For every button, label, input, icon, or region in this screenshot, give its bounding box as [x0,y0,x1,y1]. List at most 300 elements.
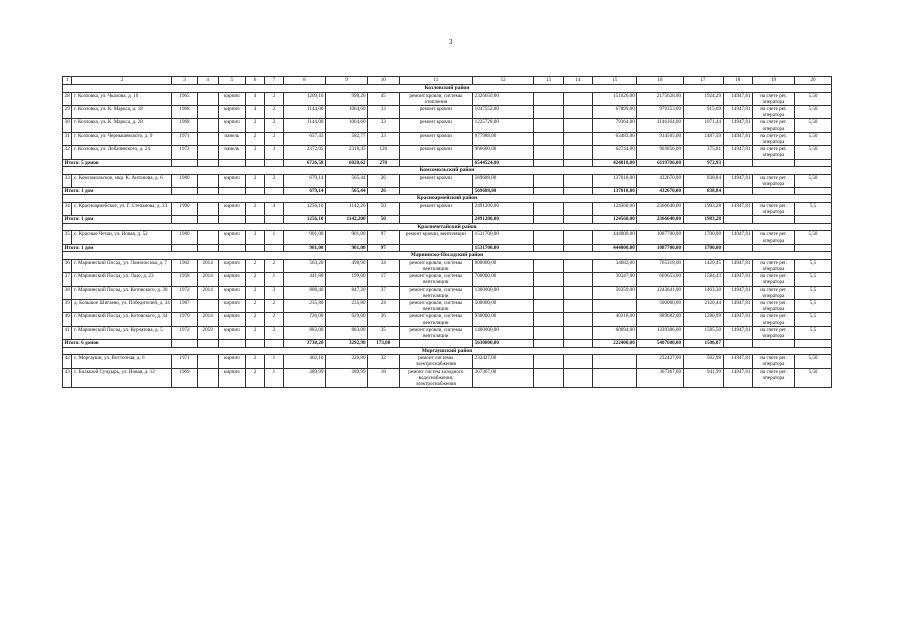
cell-floors: 3 [246,231,265,244]
total-empty-cell [264,159,283,167]
cell-v1 [534,174,563,187]
cell-year: 1968 [172,105,197,118]
cell-limit: 14947,81 [723,132,752,145]
total-area-total: 6726,58 [283,159,325,167]
district-header [63,167,832,175]
table-row [63,202,832,215]
total-empty-cell [197,216,218,224]
cell-unit: 1487,59 [683,132,723,145]
cell-area-total: 726,00 [283,313,325,326]
cell-year2: 2014 [197,273,218,286]
cell-period: 5,5 [795,313,832,326]
cell-area-total: 563,20 [283,259,325,272]
cell-v1 [534,299,563,312]
total-empty-cell [399,340,473,348]
district-name: Мариинско-Посадский район [63,252,832,260]
cell-area-total: 2372,05 [283,146,325,159]
cell-residents: 26 [368,313,400,326]
district-name: Козловский район [63,85,832,93]
cell-works: ремонт кровли, системы вентиляции [399,313,473,326]
total-fund: 124560,00 [593,216,637,224]
cell-cost: 569688,00 [473,174,534,187]
cell-material: панель [218,132,245,145]
cell-material: кирпич [218,355,245,368]
cell-limit: 14947,81 [723,174,752,187]
cell-entrances: 2 [264,326,283,339]
total-area-total: 3738,20 [283,340,325,348]
cell-floors: 2 [246,132,265,145]
total-area-total: 901,00 [283,244,325,252]
cell-year2: 2014 [197,313,218,326]
cell-v2 [563,286,592,299]
cell-year: 1971 [172,132,197,145]
cell-address: г. Козловка, ул. К. Маркса, д. 18 [72,105,172,118]
total-empty-cell [563,244,592,252]
cell-limit: 14947,81 [723,202,752,215]
cell-v2 [563,202,592,215]
cell-address: д. Большое Шигаево, ул. Победителей, д. 34 [72,299,172,312]
total-empty-cell [399,216,473,224]
column-number: 7 [264,77,283,85]
cell-limit: 14047,81 [723,231,752,244]
total-cost: 6544524,00 [473,159,534,167]
total-empty-cell [246,159,265,167]
cell-period: 5,50 [795,119,832,132]
cell-v1 [534,273,563,286]
total-empty-cell [246,216,265,224]
total-empty-cell [534,340,563,348]
cell-area-living: 998,20 [325,92,367,105]
cell-works: ремонт кровли [399,132,473,145]
cell-address: с. Красноармейское, ул. Г. Степанова, д. 23 [72,202,172,215]
total-empty-cell [795,159,832,167]
cell-area-total: 888,40 [283,286,325,299]
cell-num: 38 [63,286,72,299]
cell-residents: 45 [368,92,400,105]
cell-area-living: 582,77 [325,132,367,145]
district-name: Моргаушский район [63,347,832,355]
total-empty-cell [399,187,473,195]
total-unit: 1506,07 [683,340,723,348]
cell-residents: 34 [368,259,400,272]
cell-fund: 34682,00 [593,259,637,272]
cell-entrances: 2 [264,313,283,326]
cell-area-living: 883,00 [325,326,367,339]
cell-v1 [534,313,563,326]
cell-cost-fund: 1243641,00 [637,286,683,299]
total-residents: 97 [368,244,400,252]
cell-cost: 232427,00 [473,355,534,368]
total-label: Итого: 5 домов [63,159,172,167]
cell-area-total: 441,80 [283,273,325,286]
cell-works: ремонт кровли, системы вентиляции [399,273,473,286]
cell-area-living: 235,80 [325,299,367,312]
cell-limit: 14947,81 [723,286,752,299]
cell-residents: 33 [368,132,400,145]
total-label: Итого: 6 домов [63,340,172,348]
cell-works: ремонт кровли [399,146,473,159]
cell-unit: 502,98 [683,355,723,368]
table-row [63,105,832,118]
total-cost-fund: 6119706,00 [637,159,683,167]
total-empty-cell [264,244,283,252]
cell-material: кирпич [218,273,245,286]
cell-area-total: 1144,00 [283,119,325,132]
cell-limit: 14947,81 [723,92,752,105]
total-empty-cell [563,159,592,167]
cell-v2 [563,119,592,132]
cell-cost: 1225728,00 [473,119,534,132]
total-empty-cell [752,159,794,167]
cell-residents: 126 [368,146,400,159]
cell-fund: 62744,00 [593,146,637,159]
total-empty-cell [218,216,245,224]
cell-entrances: 2 [264,132,283,145]
cell-floors: 2 [246,259,265,272]
cell-cost-fund: 979353,00 [637,105,683,118]
total-empty-cell [752,244,794,252]
district-header [63,347,832,355]
table-row [63,273,832,286]
cell-period: 5,50 [795,368,832,388]
total-empty-cell [723,187,752,195]
total-empty-cell [172,340,197,348]
column-number: 12 [473,77,534,85]
cell-unit: 1280,99 [683,313,723,326]
cell-year: 1969 [172,368,197,388]
total-empty-cell [172,216,197,224]
cell-period: 5,5 [795,286,832,299]
cell-v1 [534,132,563,145]
cell-works: ремонт кровли [399,105,473,118]
total-fund: 222400,00 [593,340,637,348]
cell-floors: 2 [246,313,265,326]
cell-method: на счете рег. оператора [752,286,794,299]
cell-cost-fund: 2175628,00 [637,92,683,105]
total-empty-cell [246,187,265,195]
cell-material: панель [218,146,245,159]
cell-year: 1972 [172,326,197,339]
cell-residents: 33 [368,119,400,132]
cell-period: 5,5 [795,259,832,272]
total-row [63,187,832,195]
total-empty-cell [264,187,283,195]
cell-cost-fund: 903856,00 [637,146,683,159]
total-empty-cell [723,159,752,167]
cell-fund [593,368,637,388]
cell-fund: 63483,00 [593,132,637,145]
cell-entrances: 2 [264,105,283,118]
total-area-living: 1142,200 [325,216,367,224]
total-cost-fund: 2366640,00 [637,216,683,224]
total-fund: 424818,00 [593,159,637,167]
total-cost: 1531700,00 [473,244,534,252]
cell-residents: 35 [368,326,400,339]
column-number: 6 [246,77,265,85]
total-empty-cell [246,244,265,252]
cell-unit: 1983,28 [683,202,723,215]
cell-address: г. Козловка, ул. Чернышевского, д. 9 [72,132,172,145]
total-label: Итого: 1 дом [63,244,172,252]
total-empty-cell [197,159,218,167]
cell-floors: 2 [246,286,265,299]
cell-area-total: 1144,00 [283,105,325,118]
cell-works: ремонт кровли, системы отопления [399,92,473,105]
table-row [63,92,832,105]
cell-material: кирпич [218,286,245,299]
cell-cost: 1047552,00 [473,105,534,118]
cell-fund: 56359,00 [593,286,637,299]
cell-num: 43 [63,368,72,388]
table-row [63,132,832,145]
cell-area-living: 389,99 [325,368,367,388]
cell-residents: 50 [368,202,400,215]
cell-cost-fund: 765318,00 [637,259,683,272]
total-row [63,340,832,348]
column-number: 10 [368,77,400,85]
total-empty-cell [399,244,473,252]
district-header [63,223,832,231]
cell-year: 1980 [172,231,197,244]
cell-v1 [534,105,563,118]
cell-unit: 1585,50 [683,326,723,339]
table-row [63,313,832,326]
cell-year: 1958 [172,273,197,286]
cell-limit: 14947,81 [723,368,752,388]
cell-num: 41 [63,326,72,339]
cell-period: 5,5 [795,273,832,286]
cell-entrances: 4 [264,202,283,215]
total-empty-cell [723,244,752,252]
cell-v2 [563,299,592,312]
cell-floors: 2 [246,326,265,339]
cell-floors: 4 [246,105,265,118]
cell-year2 [197,146,218,159]
cell-period: 5,50 [795,174,832,187]
cell-area-living: 629,00 [325,313,367,326]
total-cost: 5630000,00 [473,340,534,348]
total-empty-cell [172,159,197,167]
total-empty-cell [795,216,832,224]
cell-num: 35 [63,231,72,244]
cell-v2 [563,259,592,272]
cell-year2 [197,174,218,187]
total-row [63,159,832,167]
cell-limit: 14947,81 [723,326,752,339]
cell-floors: 2 [246,174,265,187]
cell-material: кирпич [218,105,245,118]
cell-entrances: 1 [264,368,283,388]
cell-area-living: 1142,20 [325,202,367,215]
cell-limit: 14947,81 [723,105,752,118]
cell-floors: 3 [246,146,265,159]
cell-limit: 14947,81 [723,146,752,159]
cell-entrances: 1 [264,355,283,368]
total-empty-cell [795,187,832,195]
cell-year2: 2014 [197,286,218,299]
cell-num: 36 [63,259,72,272]
cell-period: 5,50 [795,355,832,368]
cell-year: 1970 [172,313,197,326]
total-empty-cell [795,340,832,348]
cell-unit: 2120,44 [683,299,723,312]
cell-v2 [563,174,592,187]
cell-area-living: 1064,60 [325,105,367,118]
cell-floors: 2 [246,119,265,132]
cell-area-total: 389,99 [283,368,325,388]
cell-num: 42 [63,355,72,368]
cell-material: кирпич [218,313,245,326]
total-empty-cell [723,216,752,224]
total-empty-cell [197,244,218,252]
total-fund: 137018,00 [593,187,637,195]
table-row [63,259,832,272]
cell-cost: 966600,00 [473,146,534,159]
cell-material: кирпич [218,259,245,272]
cell-floors: 2 [246,368,265,388]
total-empty-cell [752,340,794,348]
total-residents: 50 [368,216,400,224]
total-row [63,216,832,224]
cell-cost: 1531700,00 [473,231,534,244]
total-residents: 270 [368,159,400,167]
cell-v1 [534,355,563,368]
column-number-row [63,77,832,85]
cell-address: г. Козловка, ул. К. Маркса, д. 28 [72,119,172,132]
column-number: 19 [752,77,794,85]
cell-year2 [197,105,218,118]
total-empty-cell [218,244,245,252]
cell-cost: 2326650,00 [473,92,534,105]
total-residents: 173,00 [368,340,400,348]
total-area-living: 6028,62 [325,159,367,167]
cell-num: 30 [63,119,72,132]
cell-period: 5,5 [795,326,832,339]
total-empty-cell [197,187,218,195]
cell-unit: 1420,45 [683,259,723,272]
cell-method: на счете рег. оператора [752,231,794,244]
cell-address: с. Моргауши, ул. Восточная, д. 6 [72,355,172,368]
cell-year2 [197,132,218,145]
cell-floors: 2 [246,355,265,368]
cell-num: 29 [63,105,72,118]
cell-unit: 375,81 [683,146,723,159]
total-empty-cell [795,244,832,252]
cell-fund: 30347,00 [593,273,637,286]
cell-year: 1972 [172,286,197,299]
cell-v1 [534,231,563,244]
cell-year: 1968 [172,119,197,132]
cell-period: 5,5 [795,299,832,312]
column-number: 17 [683,77,723,85]
cell-fund: 40318,00 [593,313,637,326]
cell-period: 5,50 [795,92,832,105]
district-header [63,85,832,93]
table-row [63,146,832,159]
cell-num: 31 [63,132,72,145]
cell-material: кирпич [218,174,245,187]
cell-v2 [563,231,592,244]
column-number: 18 [723,77,752,85]
cell-v2 [563,313,592,326]
total-empty-cell [752,216,794,224]
cell-v2 [563,326,592,339]
total-empty-cell [752,187,794,195]
cell-area-total: 1209,10 [283,92,325,105]
cell-works: ремонт кровли [399,174,473,187]
total-empty-cell [172,244,197,252]
cell-v2 [563,355,592,368]
cell-year2: 2059 [197,326,218,339]
cell-unit: 1071,44 [683,119,723,132]
total-empty-cell [218,340,245,348]
cell-year: 1962 [172,259,197,272]
cell-year: 1965 [172,92,197,105]
cell-works: ремонт кровли [399,119,473,132]
cell-fund [593,355,637,368]
cell-material: кирпич [218,92,245,105]
cell-material: кирпич [218,299,245,312]
cell-unit: 838,84 [683,174,723,187]
total-area-living: 3292,90 [325,340,367,348]
cell-year: 1990 [172,202,197,215]
table-row [63,299,832,312]
cell-entrances: 2 [264,92,283,105]
cell-cost: 1300000,00 [473,286,534,299]
cell-entrances: 1 [264,273,283,286]
cell-cost: 930000,00 [473,313,534,326]
cell-area-living: 2318,45 [325,146,367,159]
cell-floors: 4 [246,92,265,105]
cell-entrances: 1 [264,231,283,244]
total-cost-fund: 5407600,00 [637,340,683,348]
total-area-living: 901,00 [325,244,367,252]
total-area-total: 1256,10 [283,216,325,224]
cell-cost: 367367,00 [473,368,534,388]
housing-repair-table [62,76,832,388]
cell-cost: 500000,00 [473,299,534,312]
cell-num: 34 [63,202,72,215]
table-row [63,231,832,244]
total-empty-cell [534,244,563,252]
cell-method: на счете рег. оператора [752,174,794,187]
cell-v1 [534,146,563,159]
cell-year2 [197,299,218,312]
total-unit: 838,84 [683,187,723,195]
table-row [63,174,832,187]
column-number: 20 [795,77,832,85]
cell-method: на счете рег. оператора [752,132,794,145]
cell-cost-fund: 1339306,00 [637,326,683,339]
cell-residents: 97 [368,231,400,244]
cell-unit: 1700,00 [683,231,723,244]
total-empty-cell [534,187,563,195]
total-unit: 1983,28 [683,216,723,224]
total-empty-cell [264,340,283,348]
cell-entrances: 2 [264,174,283,187]
total-empty-cell [534,216,563,224]
column-number: 1 [63,77,72,85]
total-empty-cell [172,187,197,195]
cell-year2 [197,355,218,368]
cell-num: 37 [63,273,72,286]
cell-method: на счете рег. оператора [752,299,794,312]
cell-residents: 17 [368,273,400,286]
cell-fund [593,299,637,312]
cell-year: 1971 [172,355,197,368]
total-cost: 569688,00 [473,187,534,195]
cell-area-living: 1064,60 [325,119,367,132]
